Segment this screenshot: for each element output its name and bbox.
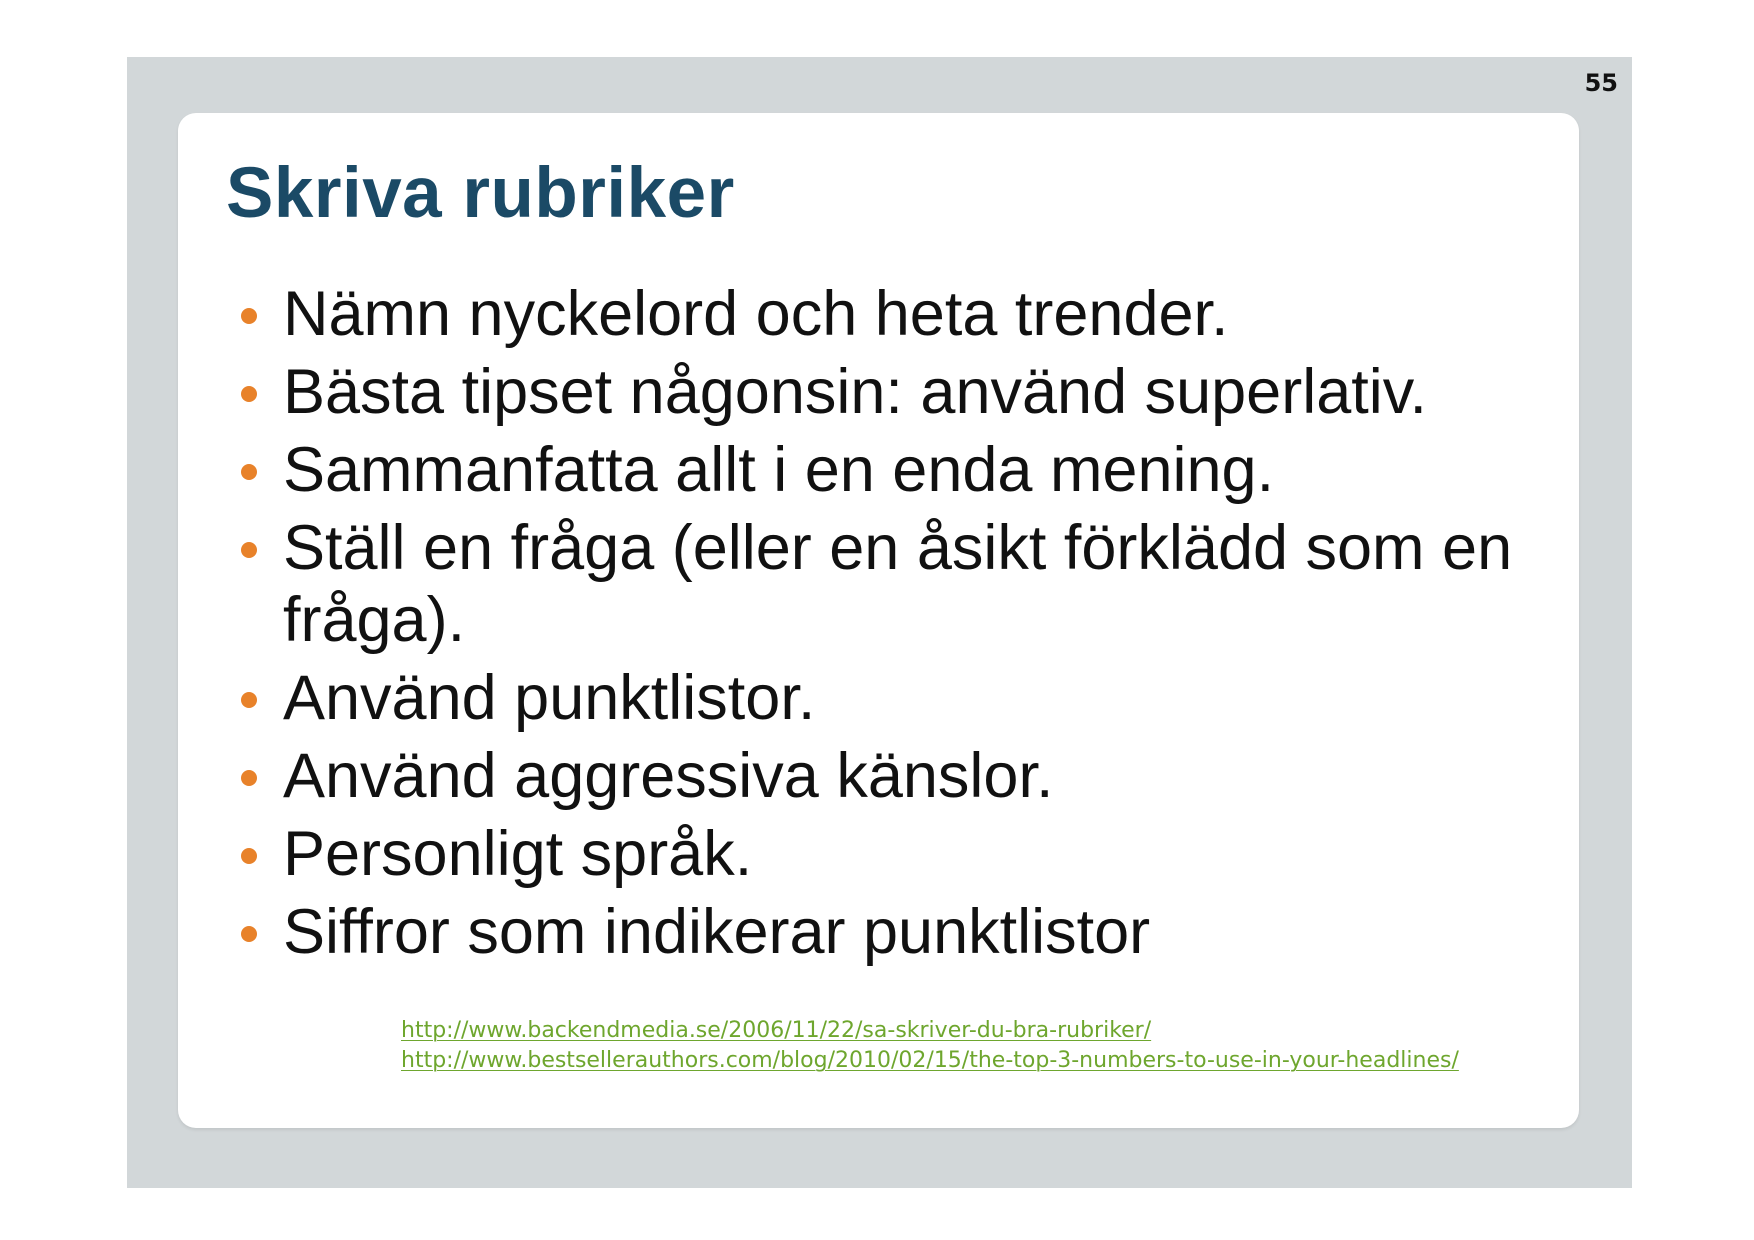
bullet-text: Använd punktlistor. xyxy=(283,663,816,733)
slide-title: Skriva rubriker xyxy=(226,154,735,233)
list-item xyxy=(241,818,1541,890)
source-links xyxy=(401,1016,1531,1076)
bullet-text: Nämn nyckelord och heta trender. xyxy=(283,279,1229,349)
source-link-bestsellerauthors[interactable]: http://www.bestsellerauthors.com/blog/2010/02/15/the-top-3-numbers-to-use-in-your-headlines/ xyxy=(401,1048,1459,1073)
bullet-text: Siffror som indikerar punktlistor xyxy=(283,897,1151,967)
bullet-text: Bästa tipset någonsin: använd superlativ. xyxy=(283,357,1428,427)
list-item xyxy=(241,278,1541,350)
slide-card xyxy=(178,113,1579,1128)
slide-frame xyxy=(127,57,1632,1188)
bullet-list xyxy=(241,278,1541,974)
bullet-dot-icon xyxy=(241,848,257,864)
list-item xyxy=(241,512,1541,656)
bullet-text: Ställ en fråga (eller en åsikt förklädd som en fråga). xyxy=(283,513,1513,655)
bullet-text: Personligt språk. xyxy=(283,819,753,889)
bullet-text: Sammanfatta allt i en enda mening. xyxy=(283,435,1275,505)
bullet-dot-icon xyxy=(241,770,257,786)
bullet-dot-icon xyxy=(241,692,257,708)
list-item xyxy=(241,896,1541,968)
list-item xyxy=(241,740,1541,812)
bullet-dot-icon xyxy=(241,464,257,480)
bullet-dot-icon xyxy=(241,542,257,558)
bullet-dot-icon xyxy=(241,386,257,402)
list-item xyxy=(241,356,1541,428)
bullet-dot-icon xyxy=(241,308,257,324)
list-item xyxy=(241,434,1541,506)
bullet-dot-icon xyxy=(241,926,257,942)
bullet-text: Använd aggressiva känslor. xyxy=(283,741,1054,811)
page-number: 55 xyxy=(1584,69,1618,97)
source-link-backendmedia[interactable]: http://www.backendmedia.se/2006/11/22/sa-skriver-du-bra-rubriker/ xyxy=(401,1018,1152,1043)
list-item xyxy=(241,662,1541,734)
